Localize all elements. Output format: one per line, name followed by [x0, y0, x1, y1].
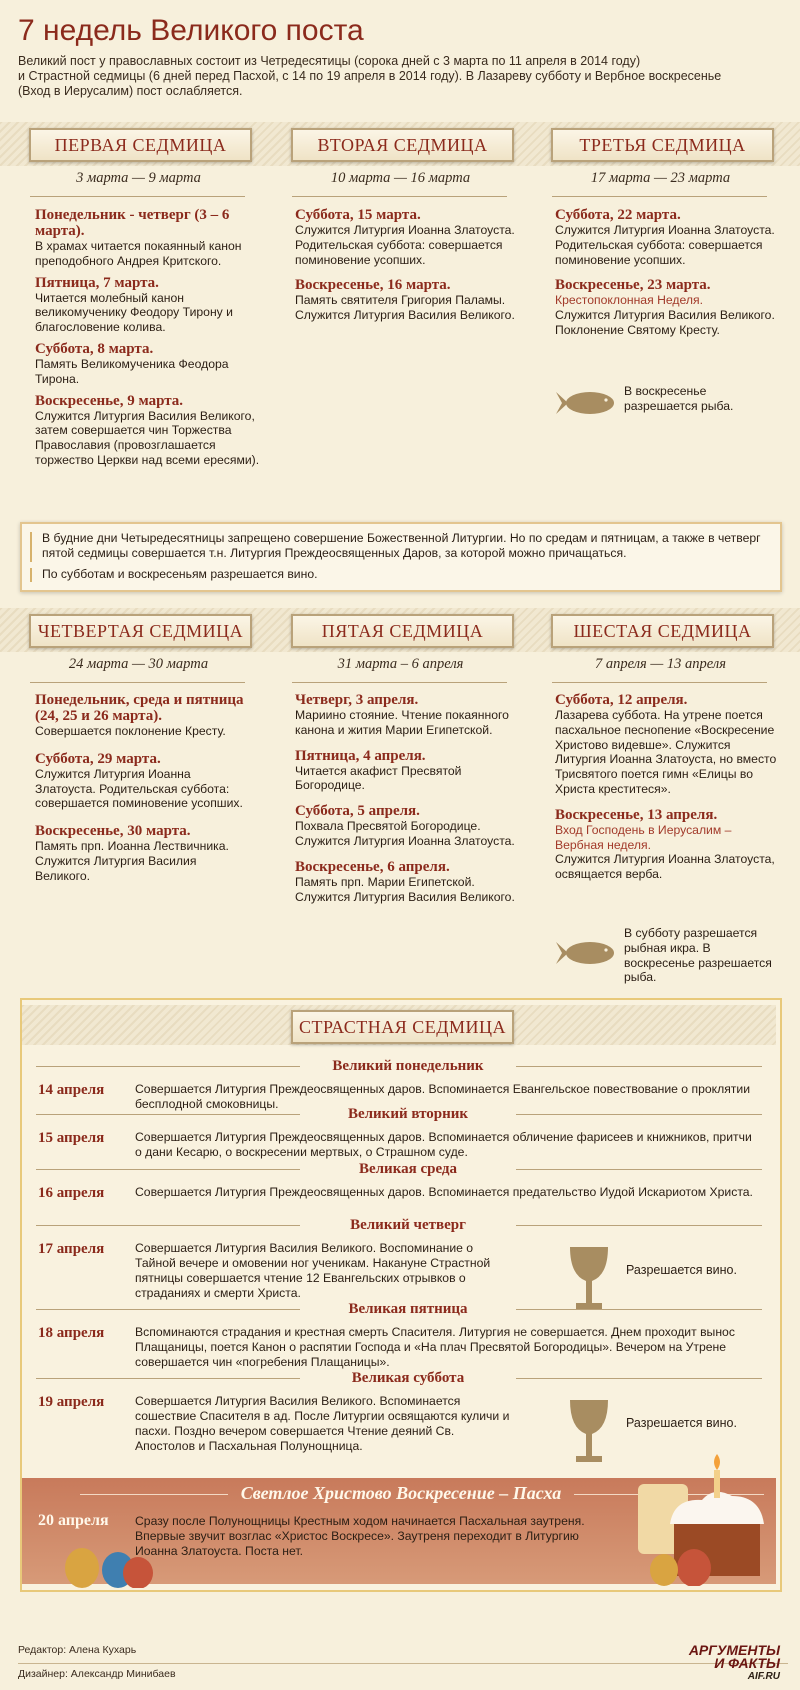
kulich-icon: [622, 1440, 778, 1586]
intro-line: и Страстной седмицы (6 дней перед Пасхой, с 14 по 19 апреля в 2014 году). В Лазареву субботу и Вербное воскресенье: [18, 69, 722, 83]
entry-heading: Суббота, 29 марта.: [35, 750, 161, 767]
passion-day-name: Великая среда: [300, 1161, 516, 1178]
notes-box: [20, 522, 782, 592]
passion-day-desc: Совершается Литургия Василия Великого. Воспоминание о Тайной вечере и омовении ног ученикам. Накануне Страстной пятницы совершается чтение 12 Евангельских отрывков о страданиях и смерти Христа.: [135, 1241, 491, 1300]
entry-text: Читается молебный канон великомученику Феодору Тирону и благословение колива.: [35, 290, 233, 335]
entry-heading: Воскресенье, 16 марта.: [295, 277, 451, 294]
week-6-content: [555, 692, 780, 888]
week-5-tab: ПЯТАЯ СЕДМИЦА: [291, 614, 514, 648]
wine-note: Разрешается вино.: [626, 1263, 737, 1277]
entry-text: Мариино стояние. Чтение покаянного канона и жития Марии Египетской.: [295, 708, 509, 737]
passion-day-date: 19 апреля: [38, 1394, 105, 1410]
logo-line-1: АРГУМЕНТЫ: [688, 1642, 780, 1658]
entry-text: Память прп. Иоанна Лествичника. Служится Литургия Василия Великого.: [35, 839, 229, 883]
wine-glass-icon: [566, 1245, 612, 1313]
passion-day-date: 16 апреля: [38, 1185, 105, 1201]
entry-text: Память Великомученика Феодора Тирона.: [35, 356, 229, 386]
entry-heading: Суббота, 22 марта.: [555, 207, 681, 223]
easter-title: Светлое Христово Воскресение – Пасха: [240, 1483, 562, 1503]
divider: [80, 1494, 228, 1495]
entry-text: Служится Литургия Иоанна Златоуста. Родительская суббота: совершается поминовение усопших.: [35, 766, 243, 811]
divider: [552, 682, 767, 683]
entry-heading: Воскресенье, 13 апреля.: [555, 806, 718, 823]
entry-heading: Воскресенье, 30 марта.: [35, 823, 191, 840]
entry-text: Лазарева суббота. На утрене поется пасхальное песнопение «Воскресение Христово видевше». Служится Литургия Иоанна Златоуста, но вместо Трисвятого поется гимн «Елицы во Христа креститеся».: [555, 708, 777, 796]
entry-text: В храмах читается покаянный канон преподобного Андрея Критского.: [35, 239, 242, 268]
editor-credit: Редактор: Алена Кухарь: [18, 1644, 137, 1656]
logo-site: AIF.RU: [747, 1671, 780, 1682]
divider: [30, 682, 245, 683]
easter-date: 20 апреля: [38, 1512, 109, 1529]
week-6-dates: 7 апреля — 13 апреля: [595, 656, 726, 672]
wine-glass-icon: [566, 1398, 612, 1466]
entry-heading: Суббота, 15 марта.: [295, 207, 421, 223]
entry-text: Служится Литургия Василия Великого, затем совершается чин Торжества Православия (провозглашается торжество Церкви над всеми ересями).: [35, 408, 260, 467]
logo-line-2: И ФАКТЫ: [714, 1655, 780, 1671]
passion-day-date: 14 апреля: [38, 1082, 105, 1098]
entry-heading: Понедельник, среда и пятница (24, 25 и 26 марта).: [35, 692, 244, 724]
fish-note: В воскресенье разрешается рыба.: [624, 384, 734, 413]
passion-day-name: Великий понедельник: [300, 1058, 516, 1075]
passion-day-name: Великая суббота: [300, 1370, 516, 1387]
entry-heading: Суббота, 5 апреля.: [295, 803, 420, 820]
easter-desc: Сразу после Полунощницы Крестным ходом начинается Пасхальная заутреня. Впервые звучит возглас «Христос Воскресе». Заутреня переходит в Литургию Иоанна Златоуста. Поста нет.: [135, 1514, 585, 1558]
week-2-content: [295, 207, 520, 329]
passion-day-name: Великий четверг: [300, 1217, 516, 1234]
entry-heading: Понедельник - четверг (3 – 6 марта).: [35, 207, 230, 239]
entry-text: Похвала Пресвятой Богородице. Служится Литургия Иоанна Златоуста.: [295, 819, 515, 848]
week-3-tab: ТРЕТЬЯ СЕДМИЦА: [551, 128, 774, 162]
passion-day-desc: Совершается Литургия Преждеосвященных даров. Вспоминается обличение фарисеев и книжников, притчи о дани Кесарю, о воскресении мертвых, о Страшном суде.: [135, 1130, 752, 1159]
designer-credit: Дизайнер: Александр Минибаев: [18, 1668, 176, 1680]
passion-day-desc: Совершается Литургия Преждеосвященных даров. Вспоминается Евангельское повествование о проклятии бесплодной смоковницы.: [135, 1082, 751, 1111]
intro-text: [18, 54, 778, 99]
entry-text: Читается акафист Пресвятой Богородице.: [295, 763, 462, 793]
entry-text: Служится Литургия Василия Великого. Поклонение Святому Кресту.: [555, 308, 775, 337]
week-4-content: [35, 692, 245, 890]
fish-icon: [554, 388, 616, 418]
note-liturgy: В будние дни Четыредесятницы запрещено совершение Божественной Литургии. Но по средам и пятницам, а также в четверг пятой седмицы совершается т.н. Литургия Преждеосвященных Даров, за которой можно причащаться.: [42, 531, 761, 560]
intro-line: Великий пост у православных состоит из Четредесятицы (сорока дней с 3 марта по 11 апреля в 2014 году): [18, 54, 641, 68]
intro-line: (Вход в Иерусалим) пост ослабляется.: [18, 84, 243, 98]
passion-day-desc: Совершается Литургия Преждеосвященных даров. Вспоминается предательство Иудой Искариотом Христа.: [135, 1185, 753, 1199]
week-1-content: [35, 207, 260, 474]
entry-text: Память прп. Марии Египетской. Служится Литургия Василия Великого.: [295, 874, 515, 904]
week-1-dates: 3 марта — 9 марта: [76, 170, 201, 186]
divider: [292, 682, 507, 683]
divider: [552, 196, 767, 197]
note-marker: [30, 568, 32, 582]
aif-logo: [640, 1644, 780, 1683]
entry-heading: Воскресенье, 6 апреля.: [295, 858, 450, 875]
week-2-tab: ВТОРАЯ СЕДМИЦА: [291, 128, 514, 162]
entry-heading: Воскресенье, 9 марта.: [35, 392, 184, 409]
week-5-content: [295, 692, 520, 910]
note-wine: По субботам и воскресеньям разрешается вино.: [42, 567, 318, 581]
passion-day-date: 17 апреля: [38, 1241, 105, 1257]
week-2-dates: 10 марта — 16 марта: [330, 170, 471, 186]
entry-text: Служится Литургия Иоанна Златоуста. Родительская суббота: совершается поминовение усопших.: [295, 223, 515, 267]
passion-day-desc: Совершается Литургия Василия Великого. Вспоминается сошествие Спасителя в ад. После Литургии освящаются куличи и пасхи. Поздно вечером совершается Чтение деяний Св. Апостолов и Пасхальная Полунощница.: [135, 1394, 510, 1453]
entry-subtitle: Крестопоклонная Неделя.: [555, 293, 703, 308]
passion-day-name: Великий вторник: [300, 1106, 516, 1123]
entry-heading: Суббота, 12 апреля.: [555, 692, 688, 708]
wine-note: Разрешается вино.: [626, 1416, 737, 1430]
page-title: 7 недель Великого поста: [18, 14, 364, 47]
week-1-tab: ПЕРВАЯ СЕДМИЦА: [29, 128, 252, 162]
note-marker: [30, 532, 32, 562]
fish-icon: [554, 938, 616, 968]
entry-text: Память святителя Григория Паламы. Служится Литургия Василия Великого.: [295, 293, 515, 323]
entry-heading: Воскресенье, 23 марта.: [555, 277, 711, 294]
week-3-dates: 17 марта — 23 марта: [590, 170, 731, 186]
entry-text: Служится Литургия Иоанна Златоуста, освящается верба.: [555, 852, 775, 882]
divider: [292, 196, 507, 197]
entry-heading: Четверг, 3 апреля.: [295, 692, 419, 708]
entry-heading: Пятница, 4 апреля.: [295, 747, 426, 764]
week-6-tab: ШЕСТАЯ СЕДМИЦА: [551, 614, 774, 648]
easter-eggs-icon: [56, 1540, 156, 1588]
entry-heading: Пятница, 7 марта.: [35, 274, 159, 291]
entry-text: Совершается поклонение Кресту.: [35, 724, 226, 738]
passion-day-date: 15 апреля: [38, 1130, 105, 1146]
entry-heading: Суббота, 8 марта.: [35, 340, 154, 357]
passion-day-name: Великая пятница: [300, 1301, 516, 1318]
fish-note: В субботу разрешается рыбная икра. В воскресенье разрешается рыба.: [624, 926, 772, 985]
week-3-content: [555, 207, 780, 344]
passion-day-date: 18 апреля: [38, 1325, 105, 1341]
week-4-tab: ЧЕТВЕРТАЯ СЕДМИЦА: [29, 614, 252, 648]
divider: [30, 196, 245, 197]
passion-week-tab: СТРАСТНАЯ СЕДМИЦА: [291, 1010, 514, 1044]
entry-text: Служится Литургия Иоанна Златоуста. Родительская суббота: совершается поминовение усопших.: [555, 223, 775, 267]
week-5-dates: 31 марта – 6 апреля: [337, 656, 464, 672]
week-4-dates: 24 марта — 30 марта: [68, 656, 209, 672]
passion-day-desc: Вспоминаются страдания и крестная смерть Спасителя. Литургия не совершается. Днем проходит вынос Плащаницы, поется Канон о распятии Господа и «На плач Пресвятой Богородицы». Вечером на Утрене совершается чин «погребения Плащаницы».: [135, 1325, 735, 1369]
entry-subtitle: Вход Господень в Иерусалим – Вербная неделя.: [555, 822, 732, 852]
